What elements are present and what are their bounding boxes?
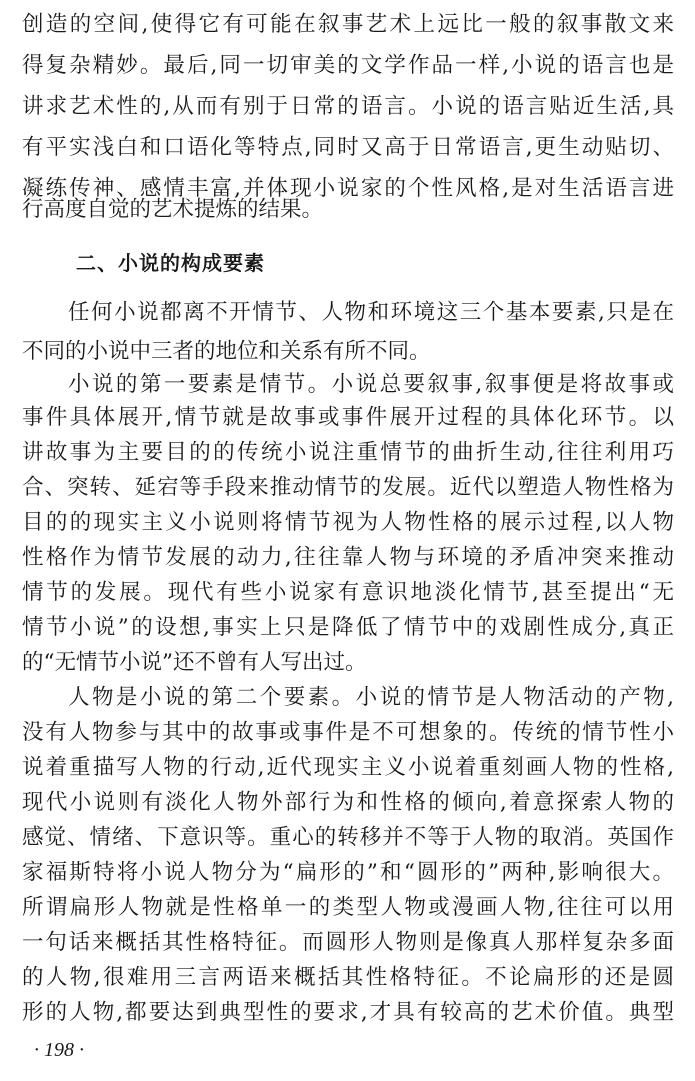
text-line: 合、突转、延宕等手段来推动情节的发展。近代以塑造人物性格为 <box>22 475 674 500</box>
section-heading: 二、小说的构成要素 <box>76 251 265 275</box>
text-line: 人物是小说的第二个要素。小说的情节是人物活动的产物, <box>68 685 674 710</box>
text-line: 一句话来概括其性格特征。而圆形人物则是像真人那样复杂多面 <box>22 930 674 955</box>
text-line: 事件具体展开,情节就是故事或事件展开过程的具体化环节。以 <box>22 405 674 430</box>
text-line: 讲故事为主要目的的传统小说注重情节的曲折生动,往往利用巧 <box>22 440 674 465</box>
text-line: 的人物,很难用三言两语来概括其性格特征。不论扁形的还是圆 <box>22 965 674 990</box>
text-line: 所谓扁形人物就是性格单一的类型人物或漫画人物,往往可以用 <box>22 895 674 920</box>
text-line: 任何小说都离不开情节、人物和环境这三个基本要素,只是在 <box>68 300 674 325</box>
text-line: 现代小说则有淡化人物外部行为和性格的倾向,着意探索人物的 <box>22 790 674 815</box>
text-line: 说着重描写人物的行动,近代现实主义小说着重刻画人物的性格, <box>22 755 674 780</box>
text-line: 凝练传神、感情丰富,并体现小说家的个性风格,是对生活语言进 <box>22 176 674 201</box>
page-number: · 198 · <box>34 1039 84 1061</box>
text-line: 小说的第一要素是情节。小说总要叙事,叙事便是将故事或 <box>68 372 674 397</box>
text-line: 没有人物参与其中的故事或事件是不可想象的。传统的情节性小 <box>22 720 674 745</box>
text-line: 感觉、情绪、下意识等。重心的转移并不等于人物的取消。英国作 <box>22 825 674 850</box>
text-line-last: 的“无情节小说”还不曾有人写出过。 <box>22 650 367 675</box>
text-line: 形的人物,都要达到典型性的要求,才具有较高的艺术价值。典型 <box>22 1000 674 1025</box>
text-line: 有平实浅白和口语化等特点,同时又高于日常语言,更生动贴切、 <box>22 135 674 160</box>
text-line: 家福斯特将小说人物分为“扁形的”和“圆形的”两种,影响很大。 <box>22 860 674 885</box>
text-line: 情节的发展。现代有些小说家有意识地淡化情节,甚至提出“无 <box>22 580 674 605</box>
text-line: 得复杂精妙。最后,同一切审美的文学作品一样,小说的语言也是 <box>22 53 674 78</box>
text-line: 创造的空间,使得它有可能在叙事艺术上远比一般的叙事散文来 <box>22 12 674 37</box>
text-line: 情节小说”的设想,事实上只是降低了情节中的戏剧性成分,真正 <box>22 615 674 640</box>
text-line-last: 不同的小说中三者的地位和关系有所不同。 <box>22 339 431 364</box>
text-line-last: 行高度自觉的艺术提炼的结果。 <box>22 197 324 222</box>
text-line: 性格作为情节发展的动力,往往靠人物与环境的矛盾冲突来推动 <box>22 545 674 570</box>
text-line: 讲求艺术性的,从而有别于日常的语言。小说的语言贴近生活,具 <box>22 94 674 119</box>
text-line: 目的的现实主义小说则将情节视为人物性格的展示过程,以人物 <box>22 510 674 535</box>
